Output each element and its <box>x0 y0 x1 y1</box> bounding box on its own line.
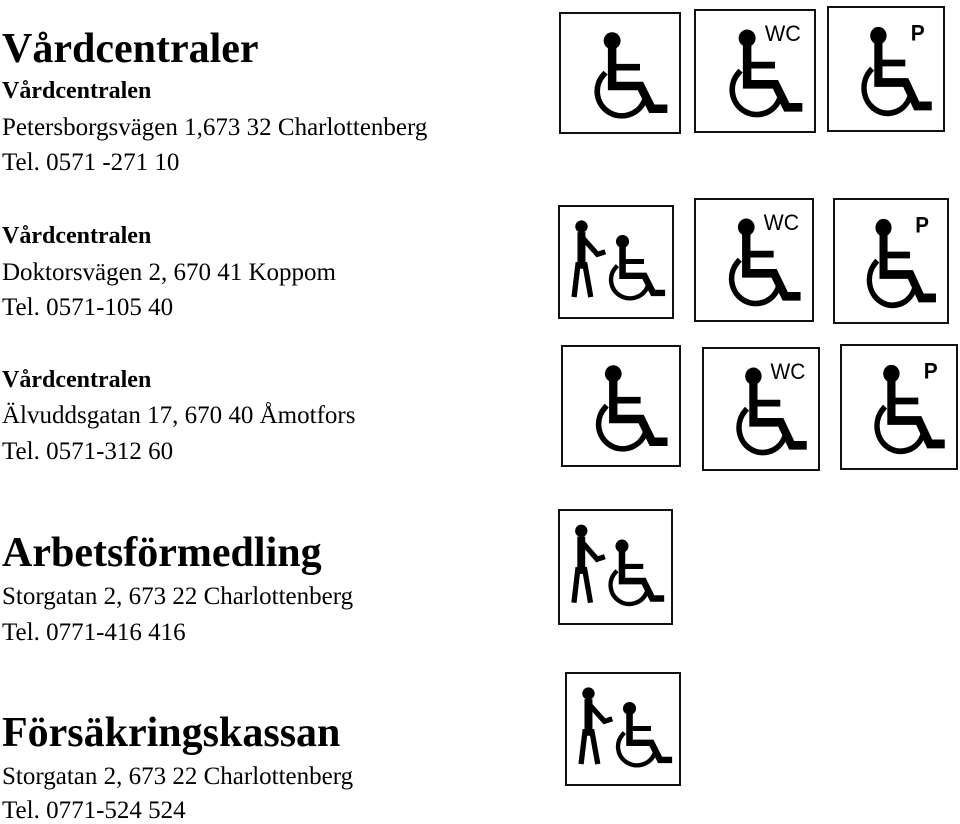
section-phone: Tel. 0771-524 524 <box>2 797 186 824</box>
wheelchair-parking-icon <box>827 6 945 132</box>
p-label: P <box>923 357 938 384</box>
wheelchair-access-icon <box>559 12 681 134</box>
p-label: P <box>910 19 925 46</box>
wheelchair-parking-icon <box>840 344 958 470</box>
p-label: P <box>915 212 929 238</box>
entry-address: Petersborgsvägen 1,673 32 Charlottenberg <box>2 114 428 141</box>
section-title-arbetsformedling: Arbetsförmedling <box>2 530 322 576</box>
wheelchair-wc-icon <box>702 347 820 471</box>
wheelchair-access-icon <box>561 345 681 467</box>
assisted-access-icon <box>565 672 681 786</box>
section-title-forsakringskassan: Försäkringskassan <box>2 710 341 756</box>
section-address: Storgatan 2, 673 22 Charlottenberg <box>2 583 354 610</box>
entry-phone: Tel. 0571-312 60 <box>2 438 174 465</box>
entry-phone: Tel. 0571 -271 10 <box>2 149 180 176</box>
entry-phone: Tel. 0571-105 40 <box>2 294 174 321</box>
assisted-access-icon <box>558 205 674 319</box>
wc-label: WC <box>764 20 801 47</box>
entry-address: Doktorsvägen 2, 670 41 Koppom <box>2 259 336 286</box>
wheelchair-wc-icon <box>694 198 814 322</box>
section-title-vardcentraler: Vårdcentraler <box>2 26 259 72</box>
entry-name: Vårdcentralen <box>2 78 152 104</box>
section-address: Storgatan 2, 673 22 Charlottenberg <box>2 763 354 790</box>
wc-label: WC <box>770 359 806 385</box>
assisted-access-icon <box>558 509 673 625</box>
entry-address: Älvuddsgatan 17, 670 40 Åmotfors <box>2 402 356 429</box>
section-phone: Tel. 0771-416 416 <box>2 619 186 646</box>
entry-name: Vårdcentralen <box>2 223 152 249</box>
wheelchair-wc-icon <box>694 9 816 133</box>
entry-name: Vårdcentralen <box>2 367 152 393</box>
wheelchair-parking-icon <box>833 198 949 324</box>
wc-label: WC <box>763 209 800 236</box>
